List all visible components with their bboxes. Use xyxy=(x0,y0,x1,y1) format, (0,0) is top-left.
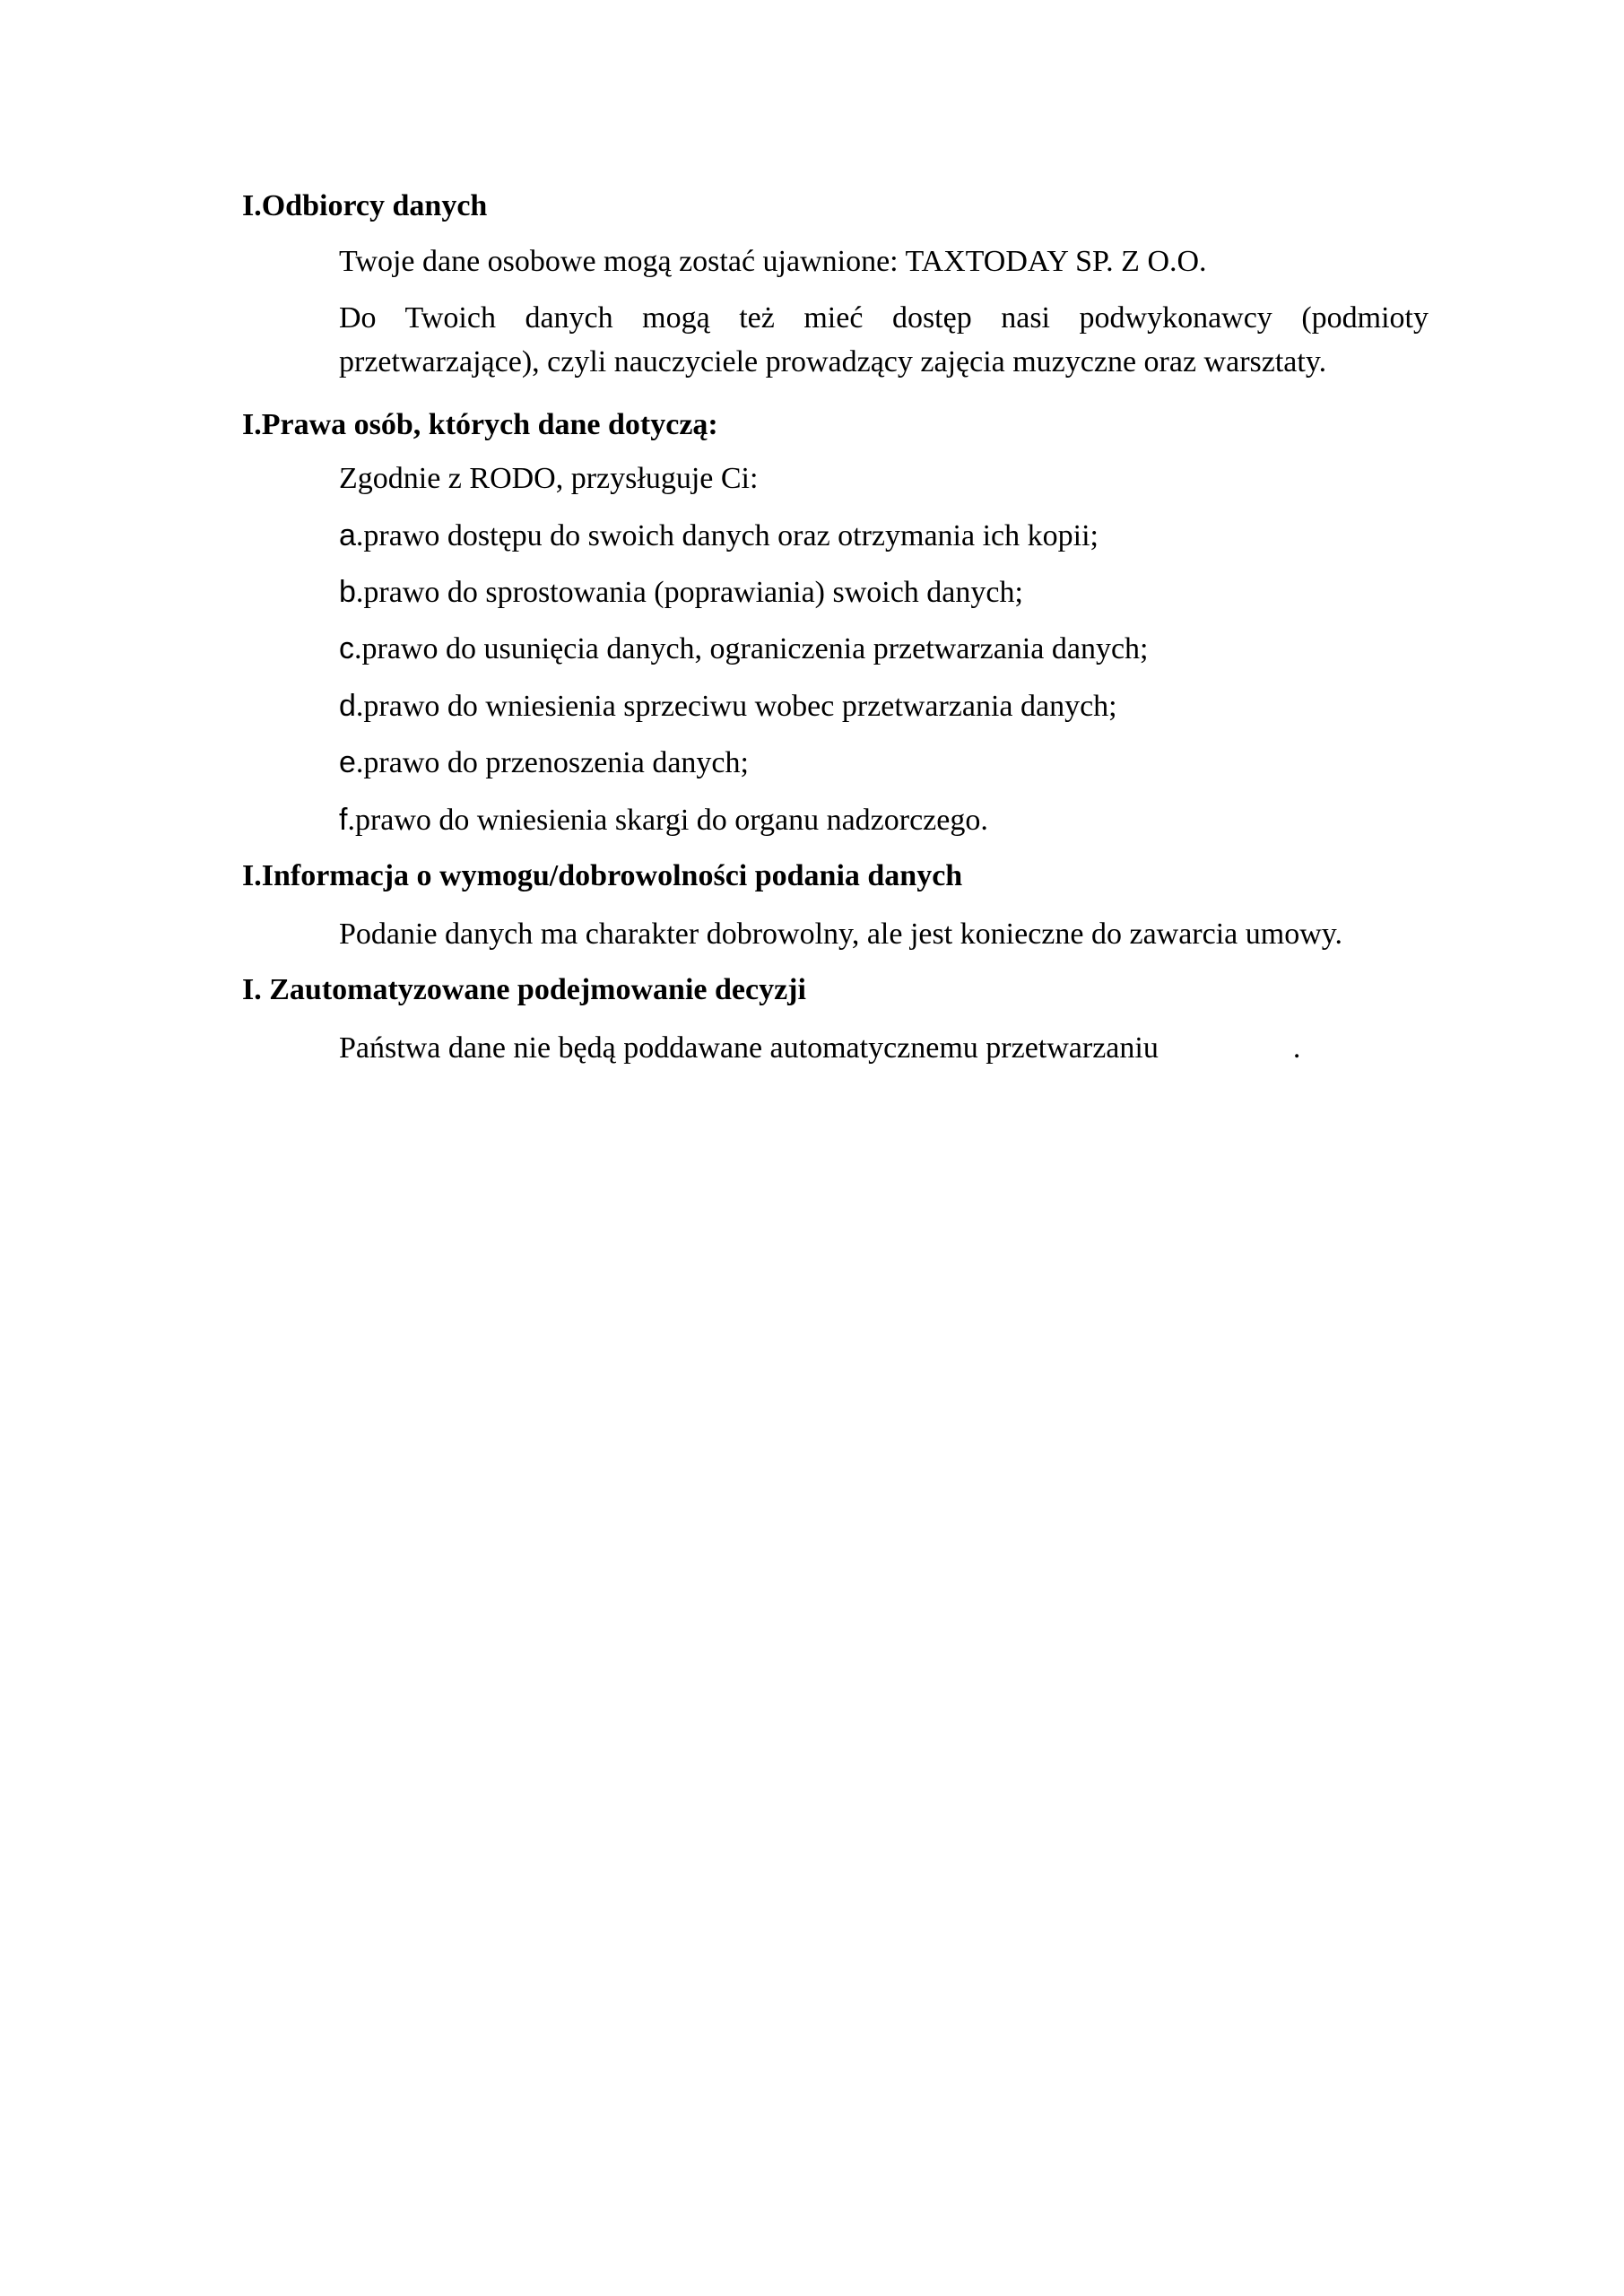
section-heading-recipients: I.Odbiorcy danych xyxy=(242,189,488,222)
list-item-text: .prawo do przenoszenia danych; xyxy=(355,746,749,779)
list-marker: a xyxy=(339,518,356,552)
list-marker: e xyxy=(339,745,356,779)
rights-list-item xyxy=(339,517,1099,554)
section-heading-automated-decisions: I. Zautomatyzowane podejmowanie decyzji xyxy=(242,973,806,1006)
paragraph-automated-text: Państwa dane nie będą poddawane automatycznemu przetwarzaniu xyxy=(339,1031,1159,1065)
rights-list-item xyxy=(339,744,749,781)
paragraph-subcontractors-line2: przetwarzające), czyli nauczyciele prowadzący zajęcia muzyczne oraz warsztaty. xyxy=(339,345,1327,378)
rights-list-item xyxy=(339,688,1117,725)
list-item-text: .prawo do wniesienia skargi do organu nadzorczego. xyxy=(347,804,988,837)
paragraph-disclosure: Twoje dane osobowe mogą zostać ujawnione: TAXTODAY SP. Z O.O. xyxy=(339,245,1207,278)
list-item-text: .prawo do wniesienia sprzeciwu wobec przetwarzania danych; xyxy=(355,690,1117,723)
trailing-period: . xyxy=(1292,1031,1301,1065)
rights-list-item xyxy=(339,574,1023,611)
list-item-text: .prawo do usunięcia danych, ograniczenia przetwarzania danych; xyxy=(354,632,1149,665)
section-heading-voluntary: I.Informacja o wymogu/dobrowolności podania danych xyxy=(242,859,963,892)
list-marker: c xyxy=(339,631,354,665)
list-marker: b xyxy=(339,575,356,609)
paragraph-subcontractors-line1: Do Twoich danych mogą też mieć dostęp nasi podwykonawcy (podmioty xyxy=(339,301,1429,335)
rights-list-item xyxy=(339,802,988,839)
rights-list-item xyxy=(339,631,1148,667)
rights-intro: Zgodnie z RODO, przysługuje Ci: xyxy=(339,462,759,495)
section-heading-rights: I.Prawa osób, których dane dotyczą: xyxy=(242,408,718,441)
list-marker: d xyxy=(339,689,356,723)
list-item-text: .prawo dostępu do swoich danych oraz otrzymania ich kopii; xyxy=(355,519,1099,552)
list-item-text: .prawo do sprostowania (poprawiania) swoich danych; xyxy=(355,576,1023,609)
paragraph-voluntary: Podanie danych ma charakter dobrowolny, ale jest konieczne do zawarcia umowy. xyxy=(339,918,1343,951)
paragraph-automated xyxy=(339,1031,1300,1066)
list-marker: f xyxy=(339,803,348,837)
